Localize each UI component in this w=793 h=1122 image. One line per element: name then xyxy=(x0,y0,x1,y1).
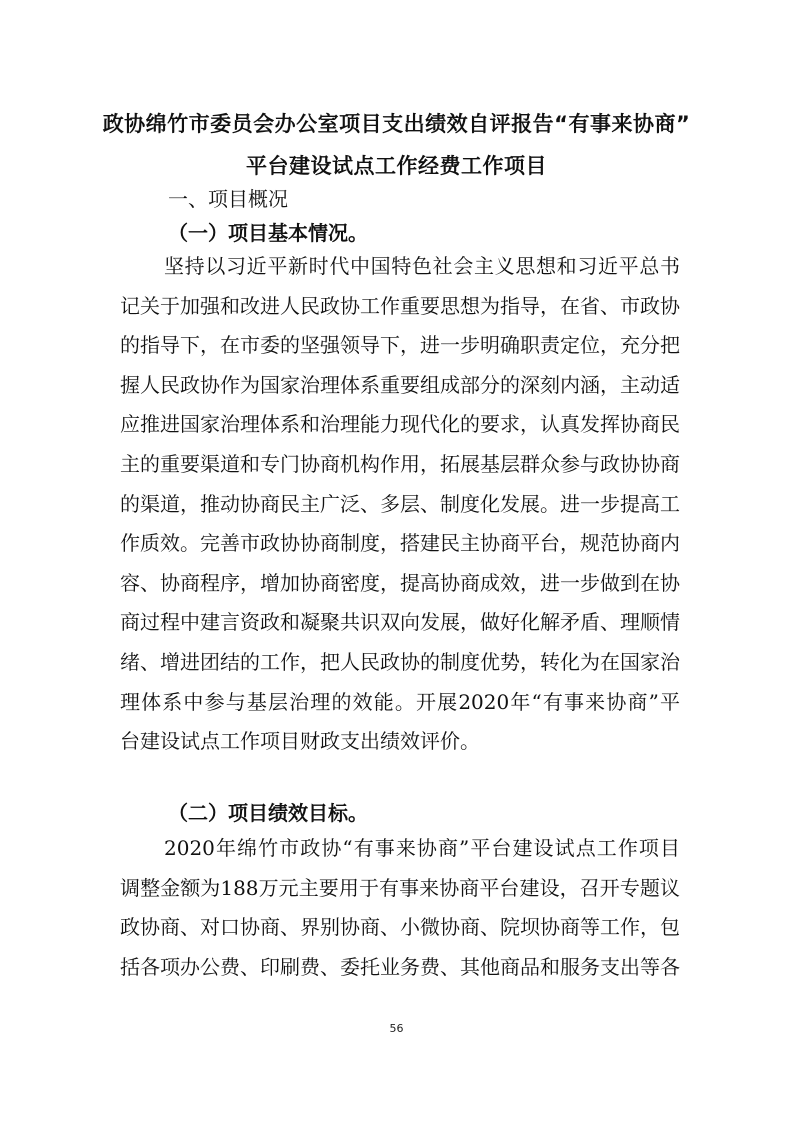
paragraph-line: 主的重要渠道和专门协商机构作用，拓展基层群众参与政协协商 xyxy=(120,452,680,476)
paragraph-line: 的指导下，在市委的坚强领导下，进一步明确职责定位，充分把 xyxy=(120,333,680,358)
paragraph-line: 政协商、对口协商、界别协商、小微协商、院坝协商等工作，包 xyxy=(120,915,680,940)
paragraph-line: 作质效。完善市政协协商制度，搭建民主协商平台，规范协商内 xyxy=(120,531,680,556)
paragraph-line: 台建设试点工作项目财政支出绩效评价。 xyxy=(120,729,480,754)
document-title-line-2: 平台建设试点工作经费工作项目 xyxy=(246,154,547,178)
page-number: 56 xyxy=(389,1022,404,1035)
paragraph-line: 商过程中建言资政和凝聚共识双向发展，做好化解矛盾、理顺情 xyxy=(120,610,680,635)
section-heading-project-overview: 一、项目概况 xyxy=(168,187,288,211)
paragraph-line: 的渠道，推动协商民主广泛、多层、制度化发展。进一步提高工 xyxy=(120,491,680,516)
paragraph-line: 坚持以习近平新时代中国特色社会主义思想和习近平总书 xyxy=(164,254,680,278)
paragraph-line: 记关于加强和改进人民政协工作重要思想为指导，在省、市政协 xyxy=(120,293,680,318)
subsection-heading-basic-info: （一）项目基本情况。 xyxy=(168,221,368,245)
paragraph-line: 理体系中参与基层治理的效能。开展2020年“有事来协商”平 xyxy=(120,689,680,714)
paragraph-line: 容、协商程序，增加协商密度，提高协商成效，进一步做到在协 xyxy=(120,570,680,595)
subsection-heading-performance-goals: （二）项目绩效目标。 xyxy=(168,801,368,825)
paragraph-line: 应推进国家治理体系和治理能力现代化的要求，认真发挥协商民 xyxy=(120,412,680,437)
paragraph-line: 绪、增进团结的工作，把人民政协的制度优势，转化为在国家治 xyxy=(120,650,680,674)
paragraph-line: 握人民政协作为国家治理体系重要组成部分的深刻内涵，主动适 xyxy=(120,372,680,397)
paragraph-line: 括各项办公费、印刷费、委托业务费、其他商品和服务支出等各 xyxy=(120,954,680,979)
document-title-line-1: 政协绵竹市委员会办公室项目支出绩效自评报告“有事来协商” xyxy=(102,112,691,136)
paragraph-line: 调整金额为188万元主要用于有事来协商平台建设，召开专题议 xyxy=(120,875,680,900)
paragraph-line: 2020年绵竹市政协“有事来协商”平台建设试点工作项目 xyxy=(164,836,680,860)
